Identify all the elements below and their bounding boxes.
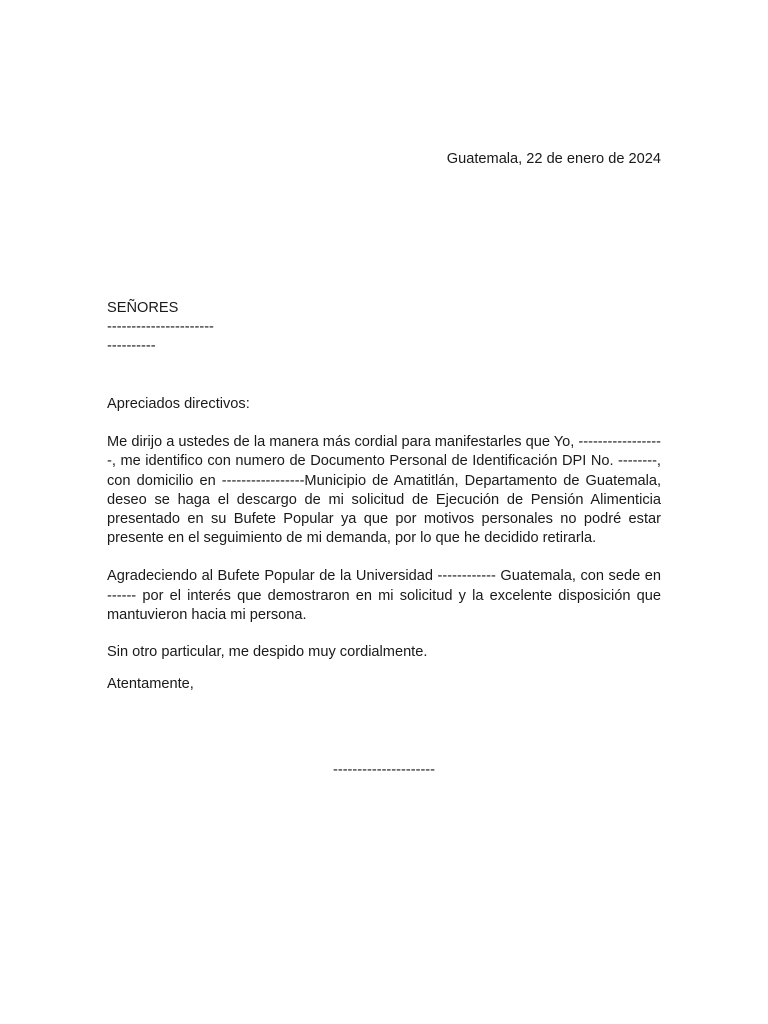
paragraph-farewell: Sin otro particular, me despido muy cordialmente. xyxy=(107,644,428,661)
signature-line: --------------------- xyxy=(332,762,436,778)
recipient-name-placeholder: ---------------------- xyxy=(107,319,214,335)
paragraph-request: Me dirijo a ustedes de la manera más cordial para manifestarles que Yo, ------------------, me identifico con numero de Documento Personal de Identificación DPI No. --------, con domicilio en -----------------Municipio de Amatitlán, Departamento de Guatemala, deseo se haga el descargo de mi solicitud de Ejecución de Pensión Alimenticia presentado en su Bufete Popular ya que por motivos personales no podré estar presente en el seguimiento de mi demanda, por lo que he decidido retirarla. xyxy=(107,434,661,547)
date-line: Guatemala, 22 de enero de 2024 xyxy=(446,151,661,167)
recipient-org-placeholder: ---------- xyxy=(107,338,156,354)
greeting: Apreciados directivos: xyxy=(107,396,250,412)
recipient-title: SEÑORES xyxy=(107,300,179,316)
closing: Atentamente, xyxy=(107,676,194,693)
paragraph-thanks: Agradeciendo al Bufete Popular de la Universidad ------------ Guatemala, con sede en ------ por el interés que demostraron en mi solicitud y la excelente disposición que mantuvieron hacia mi persona. xyxy=(107,568,661,623)
letter-body xyxy=(107,395,661,694)
recipient-block xyxy=(107,299,661,356)
